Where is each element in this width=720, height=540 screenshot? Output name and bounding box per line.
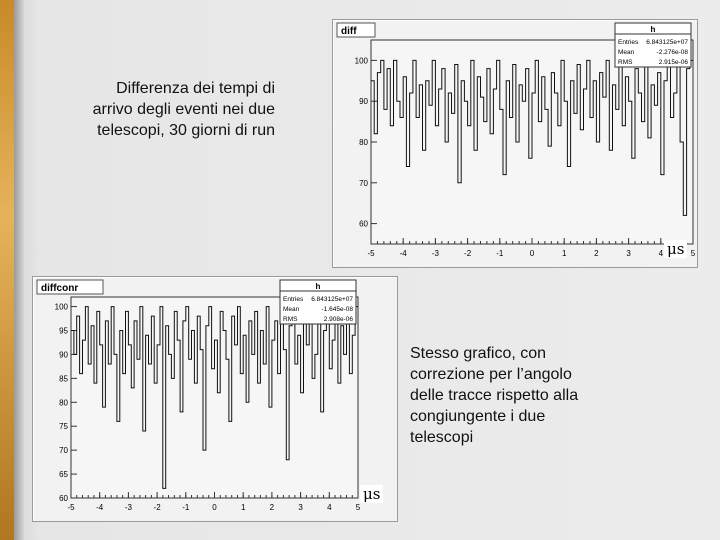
y-tick-label: 85 (59, 374, 68, 384)
y-tick-label: 80 (359, 138, 368, 147)
histogram-diffconr-svg (33, 277, 397, 521)
x-tick-label: 4 (327, 503, 332, 512)
stats-value: -1.645e-08 (321, 306, 353, 313)
x-tick-label: -5 (67, 503, 75, 512)
y-tick-label: 60 (59, 494, 68, 503)
x-tick-label: -1 (496, 249, 504, 258)
histogram-diff (332, 19, 698, 268)
x-tick-label: 3 (298, 503, 303, 512)
stats-value: 6.843125e+07 (646, 39, 688, 46)
accent-bar (0, 0, 14, 540)
stats-value: 2.908e-06 (323, 316, 353, 323)
x-tick-label: -4 (96, 503, 104, 512)
stats-label: RMS (283, 316, 298, 323)
x-tick-label: -2 (464, 249, 472, 258)
stats-label: Entries (283, 296, 304, 303)
histogram-diffconr (32, 276, 398, 522)
stats-value: 6.843125e+07 (311, 296, 353, 303)
x-tick-label: 3 (626, 249, 631, 258)
y-tick-label: 65 (59, 470, 68, 480)
x-tick-label: 5 (355, 503, 361, 512)
y-tick-label: 95 (59, 326, 68, 336)
histogram-title: diffconr (41, 283, 79, 294)
y-tick-label: 100 (54, 302, 68, 312)
y-tick-label: 70 (59, 446, 68, 456)
histogram-title: diff (341, 26, 357, 37)
x-tick-label: -2 (153, 503, 161, 512)
stats-label: Mean (618, 49, 635, 56)
stats-label: Mean (283, 306, 300, 313)
y-tick-label: 90 (59, 350, 68, 360)
x-unit-label-top: μs (664, 240, 687, 258)
stats-title: h (650, 25, 656, 34)
x-tick-label: 2 (594, 249, 599, 258)
x-tick-label: 0 (529, 249, 535, 258)
y-tick-label: 60 (359, 219, 368, 229)
x-tick-label: -3 (431, 249, 439, 258)
x-tick-label: -1 (182, 503, 190, 512)
stats-title: h (315, 282, 321, 291)
stats-label: RMS (618, 59, 633, 66)
caption-bottom: Stesso grafico, con correzione per l’angolo delle tracce rispetto alla congiungente i due telescopi (410, 345, 579, 446)
x-tick-label: -5 (367, 249, 375, 258)
x-tick-label: -4 (399, 249, 407, 258)
x-tick-label: 0 (212, 503, 217, 512)
caption-top: Differenza dei tempi di arrivo degli eventi nei due telescopi, 30 giorni di run (92, 80, 275, 139)
stats-value: -2.276e-08 (656, 49, 688, 56)
x-tick-label: 5 (690, 249, 696, 258)
x-tick-label: 4 (658, 249, 664, 258)
y-tick-label: 100 (354, 56, 368, 66)
y-tick-label: 90 (359, 97, 368, 107)
accent-bar-shade (14, 0, 24, 540)
stats-label: Entries (618, 39, 639, 46)
x-unit-label-bottom: μs (360, 485, 383, 503)
x-tick-label: 2 (269, 503, 275, 512)
y-tick-label: 75 (59, 422, 68, 432)
x-tick-label: 1 (561, 249, 567, 258)
y-tick-label: 70 (359, 178, 368, 188)
y-tick-label: 80 (59, 398, 68, 408)
histogram-diff-svg (333, 20, 697, 267)
stats-value: 2.915e-06 (658, 59, 688, 66)
x-tick-label: 1 (240, 503, 246, 512)
x-tick-label: -3 (124, 503, 132, 512)
